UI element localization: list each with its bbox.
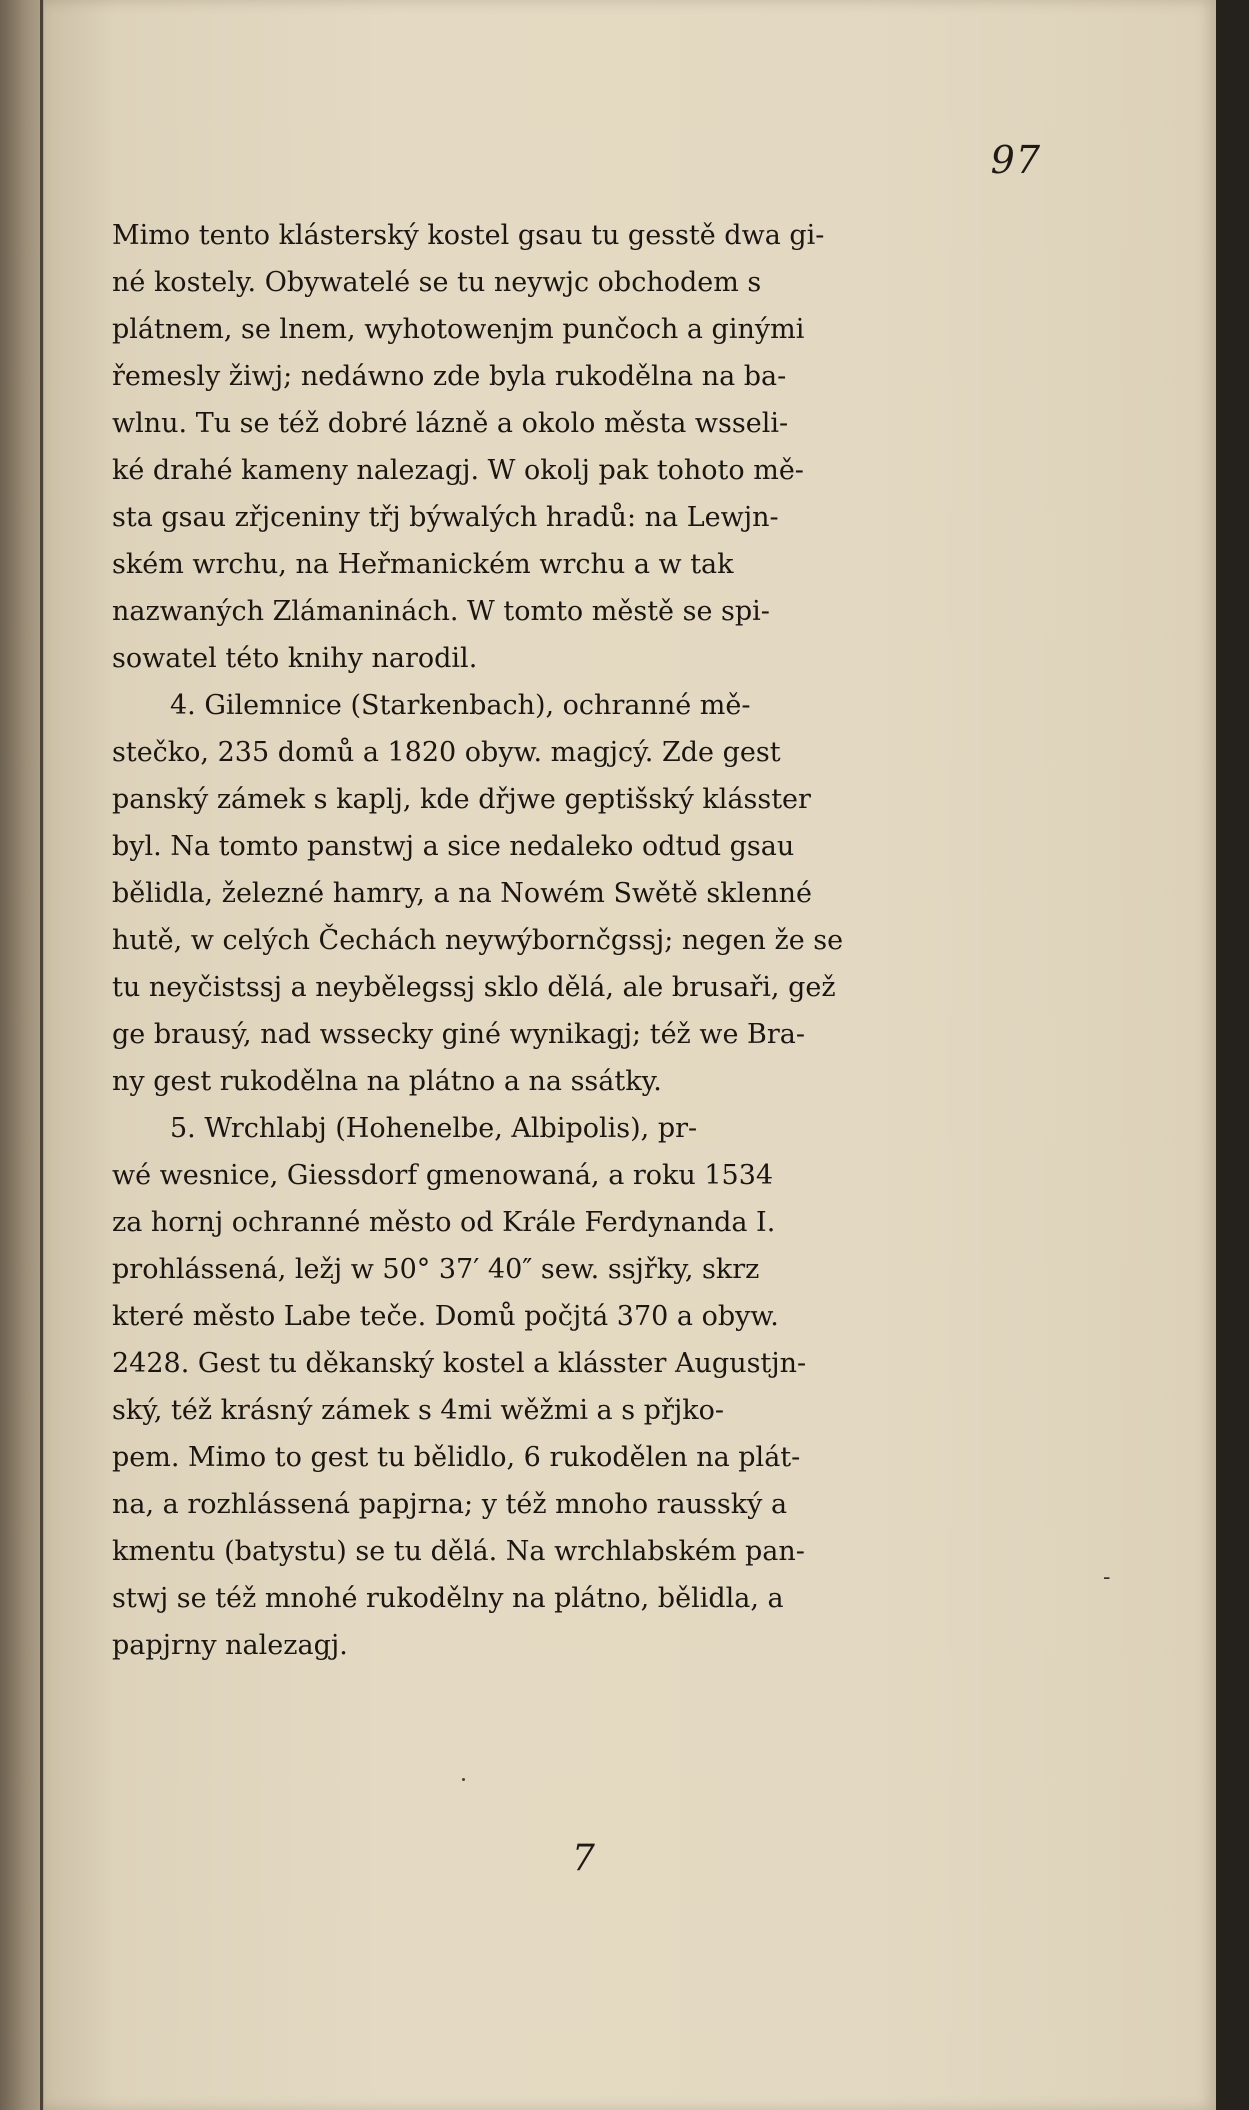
page-number: 97 bbox=[990, 138, 1041, 182]
text-line: které město Labe teče. Domů počjtá 370 a obyw. bbox=[112, 1301, 779, 1332]
text-line: na, a rozhlássená papjrna; y též mnoho rausský a bbox=[112, 1489, 788, 1520]
text-line: prohlássená, ležj w 50° 37′ 40″ sew. ssjřky, skrz bbox=[112, 1254, 760, 1285]
text-line: 2428. Gest tu děkanský kostel a klásster Augustjn- bbox=[112, 1348, 807, 1379]
text-line: ké drahé kameny nalezagj. W okolj pak tohoto mě- bbox=[112, 455, 804, 486]
text-line: ny gest rukodělna na plátno a na ssátky. bbox=[112, 1066, 662, 1097]
text-line: ském wrchu, na Heřmanickém wrchu a w tak bbox=[112, 549, 734, 580]
section-5-heading-line: 5. Wrchlabj (Hohenelbe, Albipolis), pr- bbox=[170, 1113, 698, 1144]
text-line: bělidla, železné hamry, a na Nowém Swětě sklenné bbox=[112, 878, 813, 909]
text-line: pem. Mimo to gest tu bělidlo, 6 rukodělen na plát- bbox=[112, 1442, 801, 1473]
text-line: plátnem, se lnem, wyhotowenjm punčoch a ginými bbox=[112, 314, 805, 345]
text-line: panský zámek s kaplj, kde dřjwe geptišský klásster bbox=[112, 784, 811, 815]
print-speck bbox=[462, 1778, 465, 1781]
text-line: hutě, w celých Čechách neywýbornčgssj; negen že se bbox=[112, 925, 844, 956]
section-4-heading-line: 4. Gilemnice (Starkenbach), ochranné mě- bbox=[170, 690, 751, 721]
page-edge-background bbox=[1216, 0, 1249, 2110]
text-line: né kostely. Obywatelé se tu neywjc obchodem s bbox=[112, 267, 762, 298]
text-line: za hornj ochranné město od Krále Ferdynanda I. bbox=[112, 1207, 776, 1238]
text-line: tu neyčistssj a neybělegssj sklo dělá, ale brusaři, gež bbox=[112, 972, 836, 1003]
text-line: stwj se též mnohé rukodělny na plátno, bělidla, a bbox=[112, 1583, 784, 1614]
text-line: ge brausý, nad wssecky giné wynikagj; též we Bra- bbox=[112, 1019, 806, 1050]
text-line: sta gsau zřjceniny třj býwalých hradů: na Lewjn- bbox=[112, 502, 779, 533]
text-line: wé wesnice, Giessdorf gmenowaná, a roku 1534 bbox=[112, 1160, 774, 1191]
text-line: kmentu (batystu) se tu dělá. Na wrchlabském pan- bbox=[112, 1536, 805, 1567]
body-text bbox=[112, 212, 1072, 1669]
signature-mark: 7 bbox=[572, 1838, 595, 1879]
text-line: papjrny nalezagj. bbox=[112, 1630, 348, 1661]
text-line: byl. Na tomto panstwj a sice nedaleko odtud gsau bbox=[112, 831, 795, 862]
text-line: ský, též krásný zámek s 4mi wěžmi a s přjko- bbox=[112, 1395, 724, 1426]
text-line: nazwaných Zlámaninách. W tomto městě se spi- bbox=[112, 596, 770, 627]
binding-gutter bbox=[40, 0, 43, 2110]
text-line: wlnu. Tu se též dobré lázně a okolo města wsseli- bbox=[112, 408, 789, 439]
text-line: řemesly žiwj; nedáwno zde byla rukodělna na ba- bbox=[112, 361, 787, 392]
text-line: Mimo tento klásterský kostel gsau tu gesstě dwa gi- bbox=[112, 220, 825, 251]
margin-hyphen-mark: - bbox=[1103, 1565, 1111, 1590]
text-line: stečko, 235 domů a 1820 obyw. magjcý. Zde gest bbox=[112, 737, 781, 768]
text-line: sowatel této knihy narodil. bbox=[112, 643, 478, 674]
